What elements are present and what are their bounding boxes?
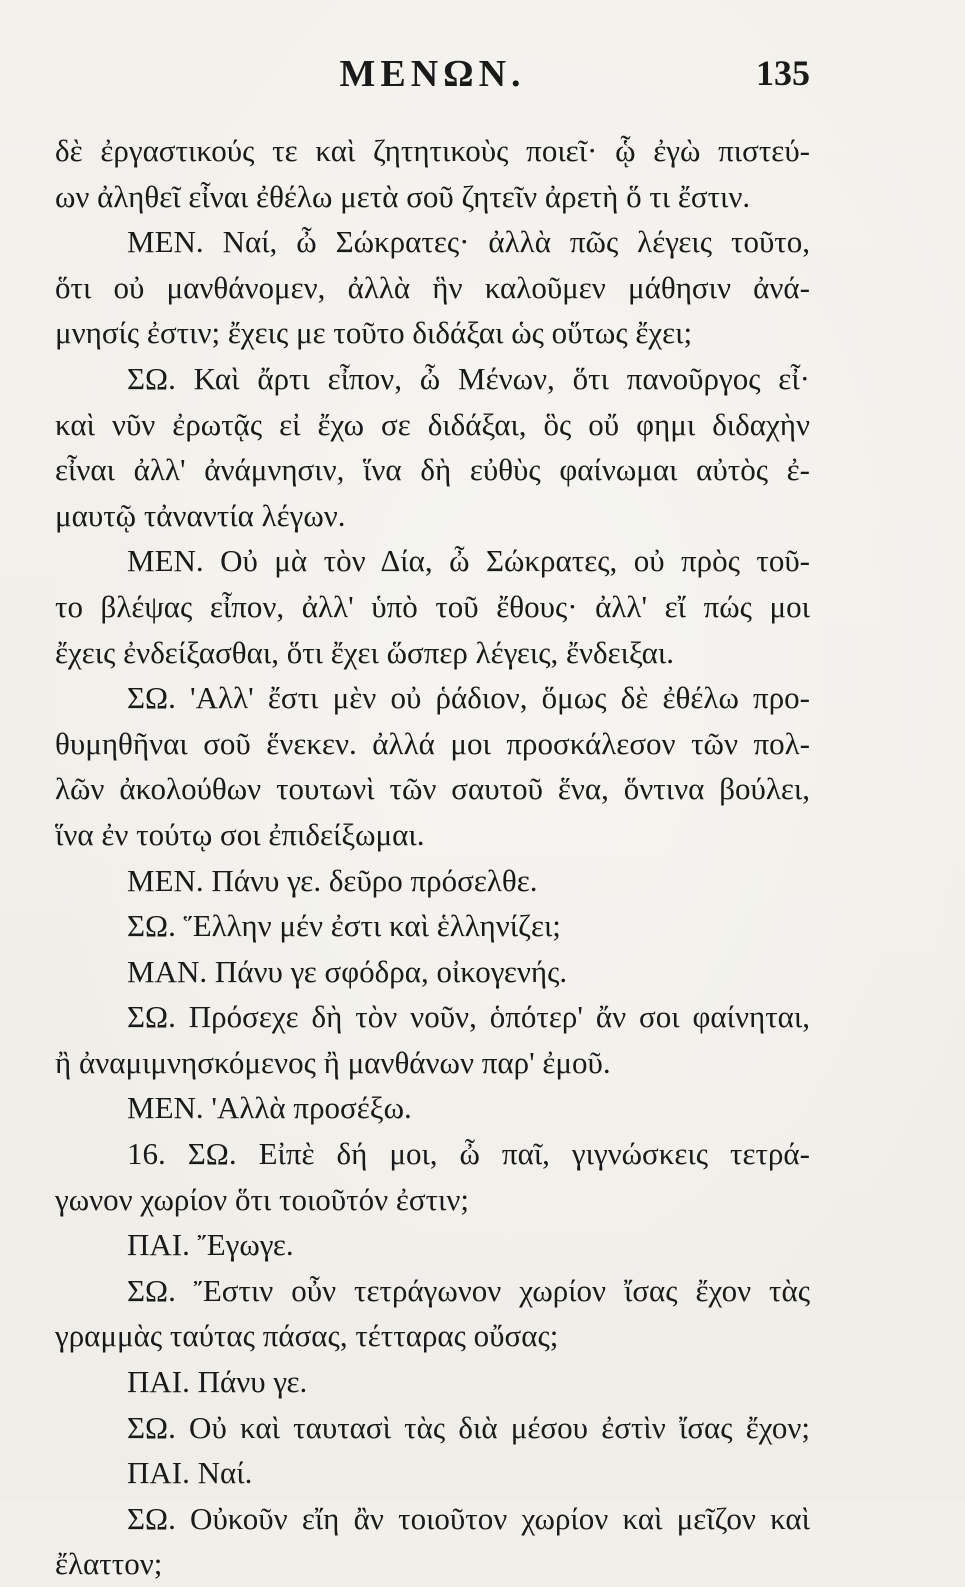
text-line-4: ὅτι οὐ μανθάνομεν, ἀλλὰ ἣν καλοῦμεν μάθησιν ἀνά- — [55, 269, 810, 305]
page-header — [55, 52, 810, 102]
text-line-19: ΜΑΝ. Πάνυ γε σφόδρα, οἰκογενής. — [127, 953, 568, 989]
text-line-20: ΣΩ. Πρόσεχε δὴ τὸν νοῦν, ὁπότερ' ἄν σοι φαίνηται, — [127, 999, 810, 1035]
text-line-27: γραμμὰς ταύτας πάσας, τέτταρας οὔσας; — [55, 1318, 559, 1354]
text-line-10: ΜΕΝ. Οὐ μὰ τὸν Δία, ὦ Σώκρατες, οὐ πρὸς τοῦ- — [127, 543, 810, 579]
text-line-15: λῶν ἀκολούθων τουτωνὶ τῶν σαυτοῦ ἕνα, ὅντινα βούλει, — [55, 771, 810, 807]
text-line-30: ΠΑΙ. Ναί. — [127, 1455, 253, 1491]
text-line-3: ΜΕΝ. Ναί, ὦ Σώκρατες· ἀλλὰ πῶς λέγεις τοῦτο, — [127, 224, 810, 260]
text-line-23: 16. ΣΩ. Εἰπὲ δή μοι, ὦ παῖ, γιγνώσκεις τετρά- — [127, 1136, 810, 1172]
text-line-29: ΣΩ. Οὐ καὶ ταυτασὶ τὰς διὰ μέσου ἐστὶν ἴσας ἔχον; — [127, 1409, 810, 1445]
text-line-24: γωνον χωρίον ὅτι τοιοῦτόν ἐστιν; — [55, 1181, 470, 1217]
text-line-8: εἶναι ἀλλ' ἀνάμνησιν, ἵνα δὴ εὐθὺς φαίνωμαι αὐτὸς ἐ- — [55, 452, 810, 488]
body-text — [55, 128, 810, 1587]
text-line-32: ἔλαττον; — [55, 1546, 163, 1582]
text-line-11: το βλέψας εἶπον, ἀλλ' ὑπὸ τοῦ ἔθους· ἀλλ' εἴ πώς μοι — [55, 588, 810, 624]
text-line-7: καὶ νῦν ἐρωτᾷς εἰ ἔχω σε διδάξαι, ὃς οὔ φημι διδαχὴν — [55, 406, 810, 442]
text-line-18: ΣΩ. Ἕλλην μέν ἐστι καὶ ἑλληνίζει; — [127, 908, 561, 944]
text-line-16: ἵνα ἐν τούτῳ σοι ἐπιδείξωμαι. — [55, 816, 425, 852]
text-line-28: ΠΑΙ. Πάνυ γε. — [127, 1364, 308, 1400]
text-line-25: ΠΑΙ. Ἔγωγε. — [127, 1227, 294, 1263]
text-line-17: ΜΕΝ. Πάνυ γε. δεῦρο πρόσελθε. — [127, 862, 538, 898]
text-line-13: ΣΩ. 'Αλλ' ἔστι μὲν οὐ ῥάδιον, ὅμως δὲ ἐθέλω προ- — [127, 680, 810, 716]
text-line-2: ων ἀληθεῖ εἶναι ἐθέλω μετὰ σοῦ ζητεῖν ἀρετὴ ὅ τι ἔστιν. — [55, 178, 751, 214]
text-line-9: μαυτῷ τἀναντία λέγων. — [55, 497, 346, 533]
text-line-1: δὲ ἐργαστικούς τε καὶ ζητητικοὺς ποιεῖ· ᾧ ἐγὼ πιστεύ- — [55, 133, 810, 168]
page-number: 135 — [756, 53, 810, 93]
text-line-6: ΣΩ. Καὶ ἄρτι εἶπον, ὦ Μένων, ὅτι πανοῦργος εἶ· — [127, 360, 810, 396]
text-line-21: ἢ ἀναμιμνησκόμενος ἢ μανθάνων παρ' ἐμοῦ. — [55, 1044, 611, 1080]
text-line-31: ΣΩ. Οὐκοῦν εἴη ἂν τοιοῦτον χωρίον καὶ μεῖζον καὶ — [127, 1500, 810, 1536]
running-title: ΜΕΝΩΝ. — [339, 53, 526, 95]
text-line-12: ἔχεις ἐνδείξασθαι, ὅτι ἔχει ὥσπερ λέγεις, ἔνδειξαι. — [55, 634, 675, 670]
text-line-22: ΜΕΝ. 'Αλλὰ προσέξω. — [127, 1090, 412, 1126]
text-line-5: μνησίς ἐστιν; ἔχεις με τοῦτο διδάξαι ὡς οὕτως ἔχει; — [55, 315, 693, 351]
text-line-26: ΣΩ. Ἔστιν οὖν τετράγωνον χωρίον ἴσας ἔχον τὰς — [127, 1272, 810, 1308]
text-line-14: θυμηθῆναι σοῦ ἕνεκεν. ἀλλά μοι προσκάλεσον τῶν πολ- — [55, 725, 810, 761]
